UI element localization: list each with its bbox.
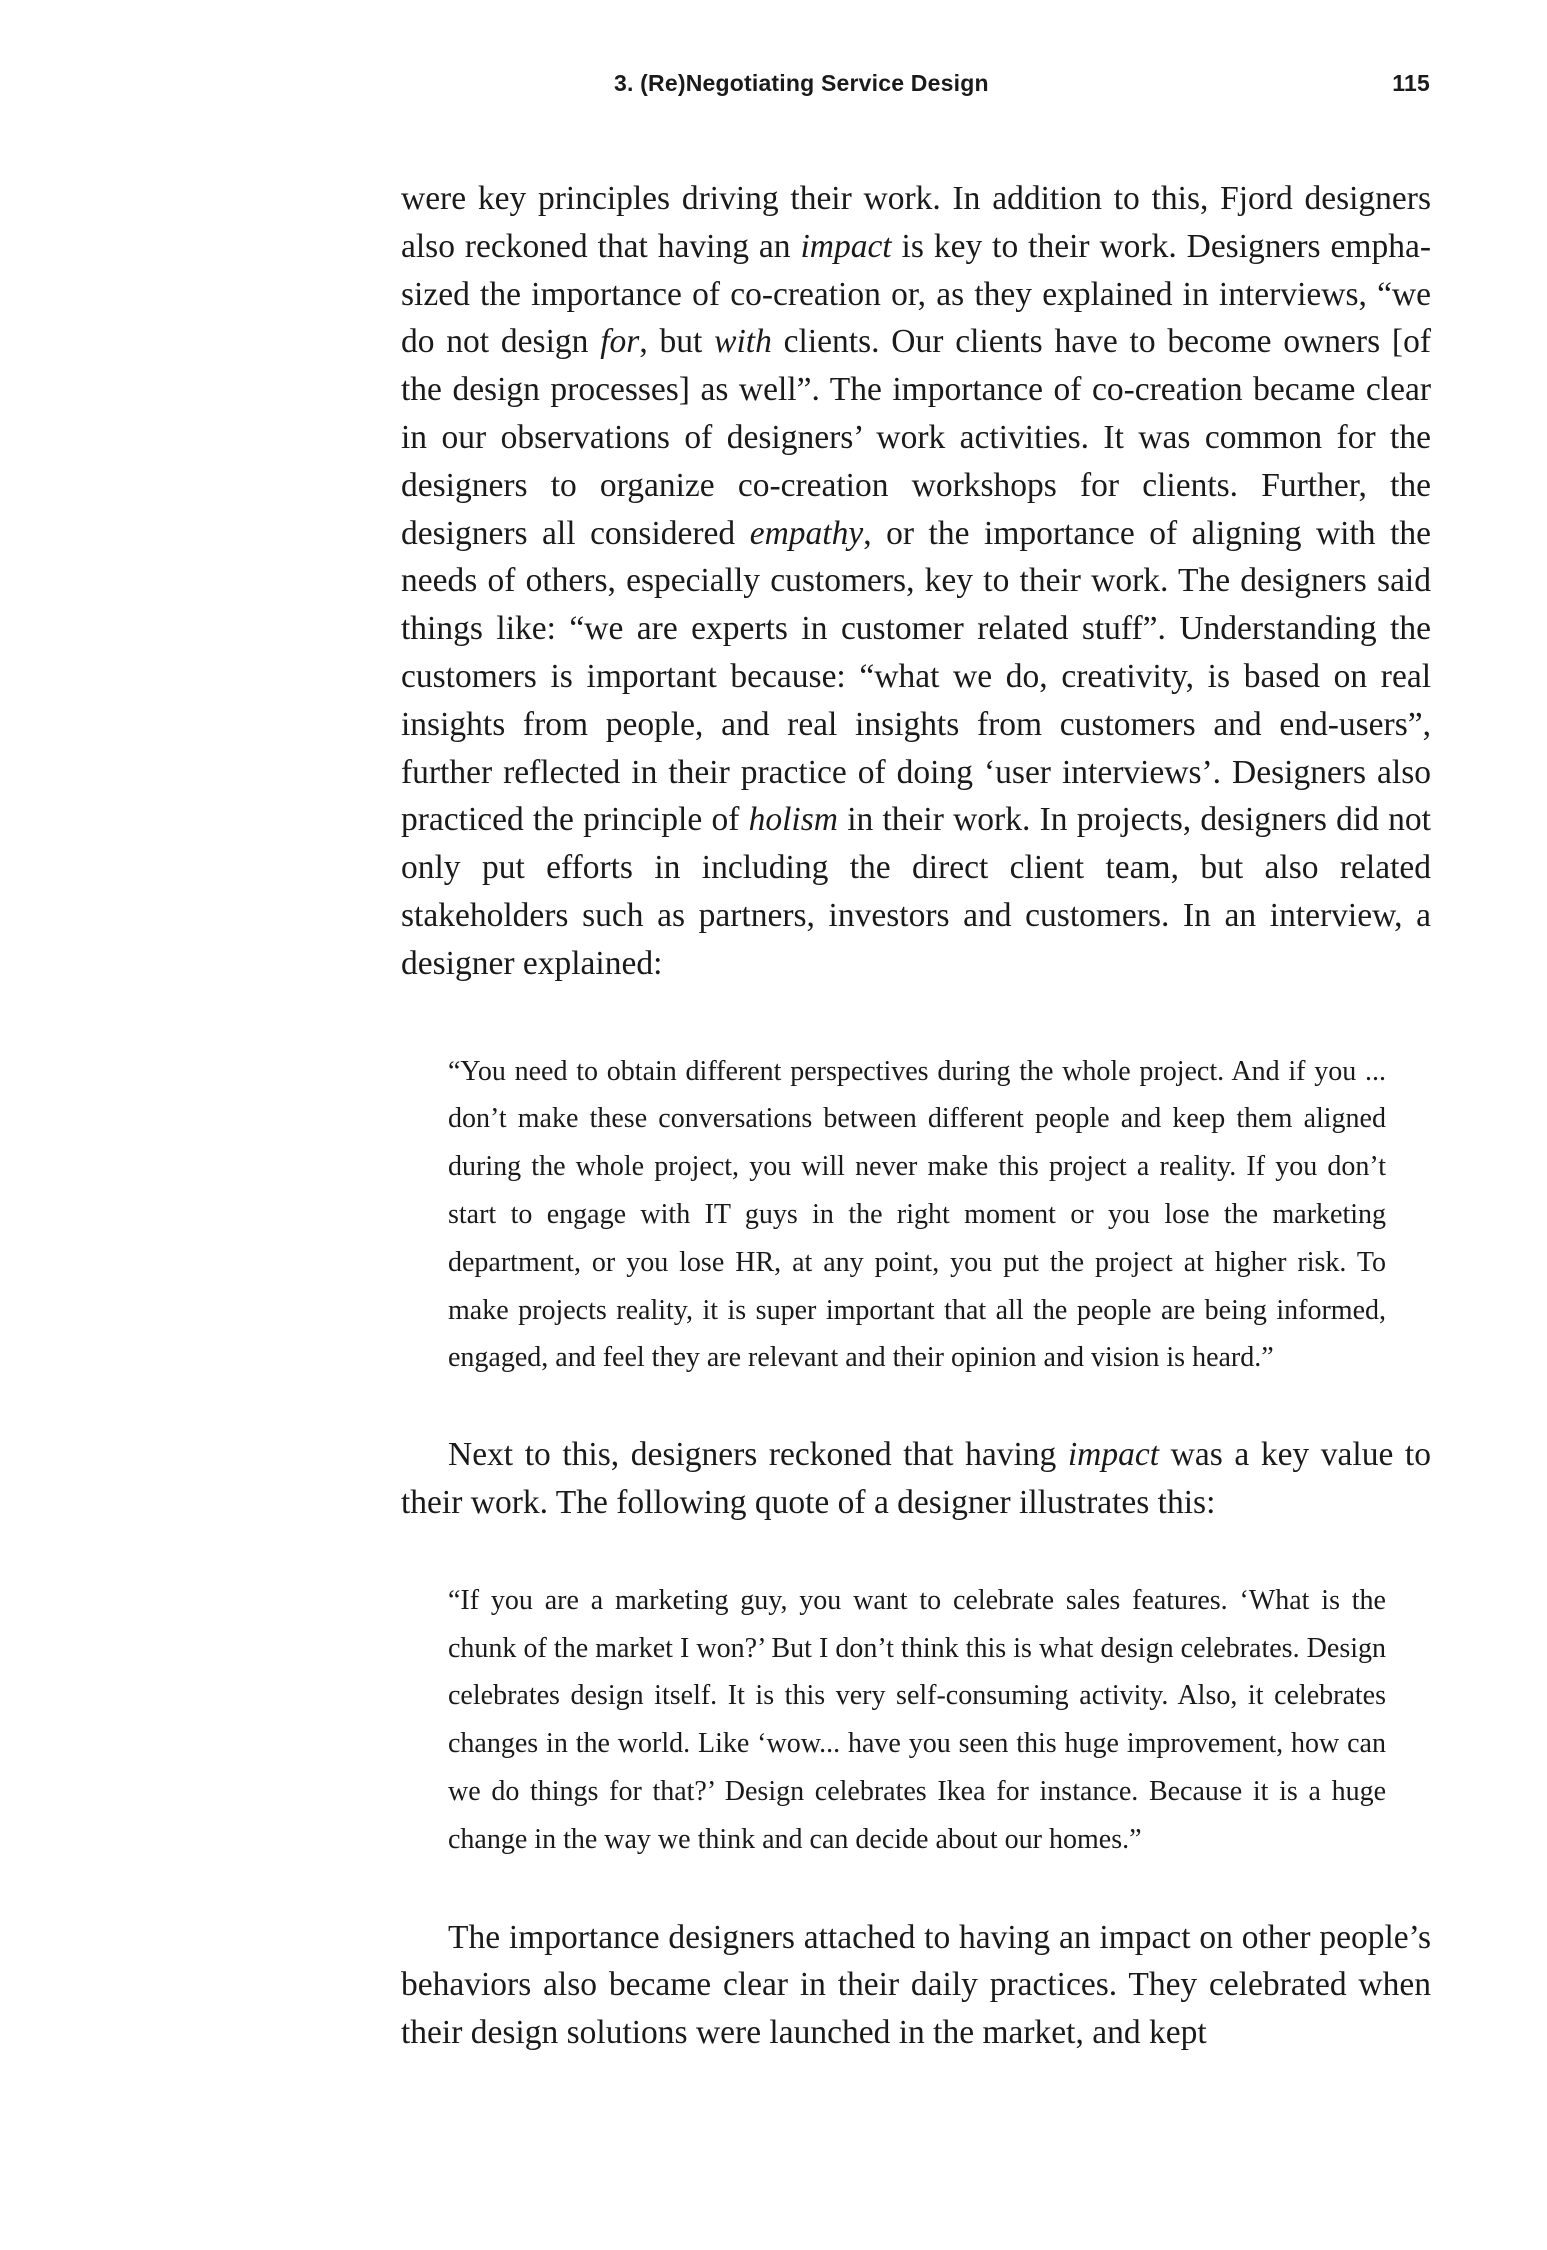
block-quote-celebrations: “If you are a marketing guy, you want to celebrate sales features. ‘What is the chunk of the market I won?’ But I don’t think this is what design celebrates. Design celebrates design itself. It is this very self-consuming activity. Also, it celebrates changes in the world. Like ‘wow... have you seen this huge improvement, how can we do things for that?’ Design celebrates Ikea for instance. Because it is a huge change in the way we think and can decide about our homes.”	[448, 1584, 1386, 1855]
text-run: clients. Our clients have to become owners [of the design processes] as well”. The importance of co-creation became clear in our observations of designers’ work activities. It was common for the designers to organize co-creation workshops for clients. Further, the designers all considered	[401, 323, 1431, 552]
text-run: , but	[639, 323, 715, 361]
page-header	[614, 70, 1430, 102]
text-run: Next to this, designers reckoned that having	[448, 1436, 1068, 1474]
emphasis-impact: impact	[800, 227, 892, 265]
paragraph-principles	[401, 175, 1431, 988]
emphasis-impact: impact	[1067, 1436, 1160, 1474]
paragraph-impact	[401, 1431, 1431, 1527]
paragraph-daily-practices: The importance designers attached to having an impact on other people’s behaviors also became clear in their daily practices. They celebrated when their design solutions were launched in the market, and kept	[401, 1918, 1431, 2052]
emphasis-for: for	[600, 323, 640, 361]
text-run: is key to their work. Designers emphasized the importance of co-creation or, as they explained in interviews, “we do not design	[401, 227, 1431, 361]
text-run: was a key value to their work. The following quote of a designer illustrates this:	[401, 1436, 1431, 1521]
emphasis-with: with	[714, 323, 772, 361]
text-run: in their work. In projects, designers did not only put efforts in including the direct client team, but also related stakeholders such as partners, investors and customers. In an interview, a designer explained:	[401, 801, 1431, 982]
block-quote-perspectives: “You need to obtain different perspectives during the whole project. And if you ... don’t make these conversations between different people and keep them aligned during the whole project, you will never make this project a reality. If you don’t start to engage with IT guys in the right moment or you lose the marketing department, or you lose HR, at any point, you put the project at higher risk. To make projects reality, it is super important that all the people are being informed, engaged, and feel they are relevant and their opinion and vision is heard.”	[448, 1055, 1386, 1374]
emphasis-empathy: empathy	[749, 514, 864, 552]
text-run: , or the importance of aligning with the needs of others, especially customers, key to their work. The designers said things like: “we are experts in customer related stuff”. Understanding the customers is important because: “what we do, creativity, is based on real insights from people, and real insights from customers and end-users”, further reflected in their practice of doing ‘user interviews’. Designers also practiced the principle of	[401, 514, 1431, 839]
body-text	[401, 175, 1431, 2057]
running-head: 3. (Re)Negotiating Service Design	[614, 70, 989, 96]
emphasis-holism: holism	[748, 801, 838, 839]
text-run: were key principles driving their work. In addition to this, Fjord designers also reckoned that having an	[401, 180, 1431, 265]
page-number: 115	[1392, 70, 1430, 96]
